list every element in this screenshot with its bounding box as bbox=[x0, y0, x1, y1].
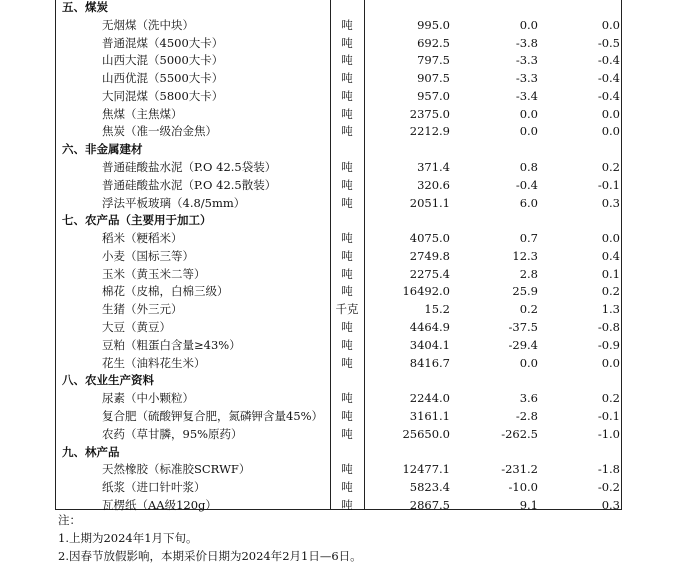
section-header-row bbox=[0, 443, 680, 461]
item-change-percent: 0.3 bbox=[601, 195, 620, 210]
item-unit: 吨 bbox=[341, 320, 353, 335]
item-name: 玉米（黄玉米二等） bbox=[102, 266, 206, 281]
table-row bbox=[0, 478, 680, 496]
item-change-percent: 0.0 bbox=[601, 355, 620, 370]
section-title: 九、林产品 bbox=[62, 444, 120, 459]
item-unit: 吨 bbox=[341, 426, 353, 441]
item-name: 豆粕（粗蛋白含量≥43%） bbox=[102, 337, 241, 352]
item-price: 4075.0 bbox=[409, 231, 450, 246]
table-row bbox=[0, 16, 680, 34]
item-change: 3.6 bbox=[519, 391, 538, 406]
item-change-percent: 0.3 bbox=[601, 497, 620, 512]
item-price: 15.2 bbox=[424, 302, 450, 317]
item-change-percent: -0.9 bbox=[597, 337, 620, 352]
item-change: 9.1 bbox=[519, 497, 538, 512]
table-row bbox=[0, 407, 680, 425]
item-change: -2.8 bbox=[515, 408, 538, 423]
item-unit: 吨 bbox=[341, 17, 353, 32]
item-name: 稻米（粳稻米） bbox=[102, 231, 183, 246]
item-change-percent: 0.4 bbox=[601, 248, 620, 263]
item-change-percent: 0.0 bbox=[601, 231, 620, 246]
table-row bbox=[0, 176, 680, 194]
item-change: -3.8 bbox=[515, 35, 538, 50]
item-name: 大豆（黄豆） bbox=[102, 320, 171, 335]
table-row bbox=[0, 122, 680, 140]
item-unit: 吨 bbox=[341, 53, 353, 68]
item-name: 普通硅酸盐水泥（P.O 42.5散装） bbox=[102, 177, 277, 192]
item-name: 普通硅酸盐水泥（P.O 42.5袋装） bbox=[102, 160, 277, 175]
item-unit: 吨 bbox=[341, 124, 353, 139]
section-header-row bbox=[0, 371, 680, 389]
table-row bbox=[0, 105, 680, 123]
item-unit: 吨 bbox=[341, 355, 353, 370]
item-price: 907.5 bbox=[417, 71, 450, 86]
table-row bbox=[0, 229, 680, 247]
item-change: -0.4 bbox=[515, 177, 538, 192]
item-price: 371.4 bbox=[417, 160, 450, 175]
table-row bbox=[0, 265, 680, 283]
table-row bbox=[0, 51, 680, 69]
item-change-percent: -0.4 bbox=[597, 71, 620, 86]
item-name: 焦炭（准一级冶金焦） bbox=[102, 124, 217, 139]
item-unit: 吨 bbox=[341, 480, 353, 495]
item-change-percent: -0.4 bbox=[597, 53, 620, 68]
item-change: -262.5 bbox=[501, 426, 538, 441]
item-unit: 吨 bbox=[341, 231, 353, 246]
item-name: 瓦楞纸（AA级120g） bbox=[102, 497, 217, 512]
section-header-row bbox=[0, 0, 680, 16]
item-price: 2275.4 bbox=[409, 266, 450, 281]
item-change-percent: 0.2 bbox=[601, 284, 620, 299]
item-price: 2749.8 bbox=[409, 248, 450, 263]
item-change-percent: -0.8 bbox=[597, 320, 620, 335]
item-change-percent: -0.2 bbox=[597, 480, 620, 495]
item-price: 692.5 bbox=[417, 35, 450, 50]
item-price: 320.6 bbox=[417, 177, 450, 192]
table-row bbox=[0, 87, 680, 105]
item-name: 无烟煤（洗中块） bbox=[102, 17, 194, 32]
item-name: 焦煤（主焦煤） bbox=[102, 106, 183, 121]
item-change-percent: -1.0 bbox=[597, 426, 620, 441]
item-change: 12.3 bbox=[512, 248, 538, 263]
item-unit: 吨 bbox=[341, 71, 353, 86]
section-title: 六、非金属建材 bbox=[62, 142, 143, 157]
section-title: 七、农产品（主要用于加工） bbox=[62, 213, 212, 228]
item-unit: 吨 bbox=[341, 391, 353, 406]
item-name: 天然橡胶（标准胶SCRWF） bbox=[102, 462, 251, 477]
item-name: 棉花（皮棉，白棉三级） bbox=[102, 284, 229, 299]
section-header-row bbox=[0, 140, 680, 158]
item-unit: 吨 bbox=[341, 160, 353, 175]
table-row bbox=[0, 69, 680, 87]
note-line-1: 1.上期为2024年1月下旬。 bbox=[58, 531, 198, 545]
item-price: 2375.0 bbox=[409, 106, 450, 121]
table-row bbox=[0, 425, 680, 443]
item-name: 生猪（外三元） bbox=[102, 302, 183, 317]
item-unit: 吨 bbox=[341, 497, 353, 512]
item-name: 农药（草甘膦，95%原药） bbox=[102, 426, 243, 441]
table-row bbox=[0, 300, 680, 318]
item-unit: 吨 bbox=[341, 462, 353, 477]
item-change: -37.5 bbox=[508, 320, 538, 335]
item-price: 797.5 bbox=[417, 53, 450, 68]
table-row bbox=[0, 34, 680, 52]
table-row bbox=[0, 194, 680, 212]
item-change-percent: 0.1 bbox=[601, 266, 620, 281]
item-change-percent: 0.0 bbox=[601, 124, 620, 139]
item-change-percent: 0.2 bbox=[601, 391, 620, 406]
item-change-percent: 0.0 bbox=[601, 106, 620, 121]
item-price: 5823.4 bbox=[409, 480, 450, 495]
item-name: 山西优混（5500大卡） bbox=[102, 71, 224, 86]
item-change-percent: 0.2 bbox=[601, 160, 620, 175]
item-change-percent: -0.1 bbox=[597, 408, 620, 423]
item-price: 2051.1 bbox=[409, 195, 450, 210]
item-name: 浮法平板玻璃（4.8/5mm） bbox=[102, 195, 246, 210]
table-row bbox=[0, 158, 680, 176]
item-price: 2212.9 bbox=[409, 124, 450, 139]
item-name: 纸浆（进口针叶浆） bbox=[102, 480, 206, 495]
item-unit: 吨 bbox=[341, 35, 353, 50]
item-unit: 吨 bbox=[341, 195, 353, 210]
item-change: 0.0 bbox=[519, 124, 538, 139]
item-change: 6.0 bbox=[519, 195, 538, 210]
section-title: 五、煤炭 bbox=[62, 0, 108, 14]
item-unit: 千克 bbox=[335, 302, 359, 317]
item-name: 花生（油料花生米） bbox=[102, 355, 206, 370]
item-change: -10.0 bbox=[508, 480, 538, 495]
item-change: -3.4 bbox=[515, 88, 538, 103]
note-line-2: 2.因春节放假影响，本期采价日期为2024年2月1日—6日。 bbox=[58, 549, 362, 563]
item-change: 0.8 bbox=[519, 160, 538, 175]
item-name: 小麦（国标三等） bbox=[102, 248, 194, 263]
item-change: -3.3 bbox=[515, 71, 538, 86]
item-name: 大同混煤（5800大卡） bbox=[102, 88, 224, 103]
item-name: 山西大混（5000大卡） bbox=[102, 53, 224, 68]
item-name: 复合肥（硫酸钾复合肥，氮磷钾含量45%） bbox=[102, 408, 324, 423]
table-row bbox=[0, 282, 680, 300]
item-change: 2.8 bbox=[519, 266, 538, 281]
table-row bbox=[0, 336, 680, 354]
item-unit: 吨 bbox=[341, 88, 353, 103]
item-price: 4464.9 bbox=[409, 320, 450, 335]
item-change-percent: -0.4 bbox=[597, 88, 620, 103]
item-unit: 吨 bbox=[341, 177, 353, 192]
item-change-percent: 0.0 bbox=[601, 17, 620, 32]
item-price: 12477.1 bbox=[402, 462, 450, 477]
item-change-percent: -1.8 bbox=[597, 462, 620, 477]
item-unit: 吨 bbox=[341, 284, 353, 299]
item-change-percent: 1.3 bbox=[601, 302, 620, 317]
table-row bbox=[0, 389, 680, 407]
table-row bbox=[0, 247, 680, 265]
table-row bbox=[0, 460, 680, 478]
item-price: 8416.7 bbox=[409, 355, 450, 370]
item-price: 2867.5 bbox=[409, 497, 450, 512]
item-change-percent: -0.1 bbox=[597, 177, 620, 192]
item-unit: 吨 bbox=[341, 337, 353, 352]
item-price: 3404.1 bbox=[409, 337, 450, 352]
table-row bbox=[0, 318, 680, 336]
table-row bbox=[0, 496, 680, 514]
item-name: 尿素（中小颗粒） bbox=[102, 391, 194, 406]
item-change: 0.7 bbox=[519, 231, 538, 246]
item-price: 16492.0 bbox=[402, 284, 450, 299]
item-unit: 吨 bbox=[341, 266, 353, 281]
item-unit: 吨 bbox=[341, 106, 353, 121]
item-change-percent: -0.5 bbox=[597, 35, 620, 50]
item-unit: 吨 bbox=[341, 408, 353, 423]
table-row bbox=[0, 354, 680, 372]
item-change: -29.4 bbox=[508, 337, 538, 352]
item-price: 25650.0 bbox=[402, 426, 450, 441]
item-change: -3.3 bbox=[515, 53, 538, 68]
item-change: 25.9 bbox=[512, 284, 538, 299]
item-change: 0.2 bbox=[519, 302, 538, 317]
item-change: 0.0 bbox=[519, 355, 538, 370]
section-title: 八、农业生产资料 bbox=[62, 373, 154, 388]
notes-heading: 注： bbox=[58, 513, 81, 527]
section-header-row bbox=[0, 211, 680, 229]
item-change: 0.0 bbox=[519, 17, 538, 32]
item-name: 普通混煤（4500大卡） bbox=[102, 35, 224, 50]
item-price: 2244.0 bbox=[409, 391, 450, 406]
item-price: 995.0 bbox=[417, 17, 450, 32]
item-change: -231.2 bbox=[501, 462, 538, 477]
item-unit: 吨 bbox=[341, 248, 353, 263]
item-price: 957.0 bbox=[417, 88, 450, 103]
item-change: 0.0 bbox=[519, 106, 538, 121]
item-price: 3161.1 bbox=[409, 408, 450, 423]
